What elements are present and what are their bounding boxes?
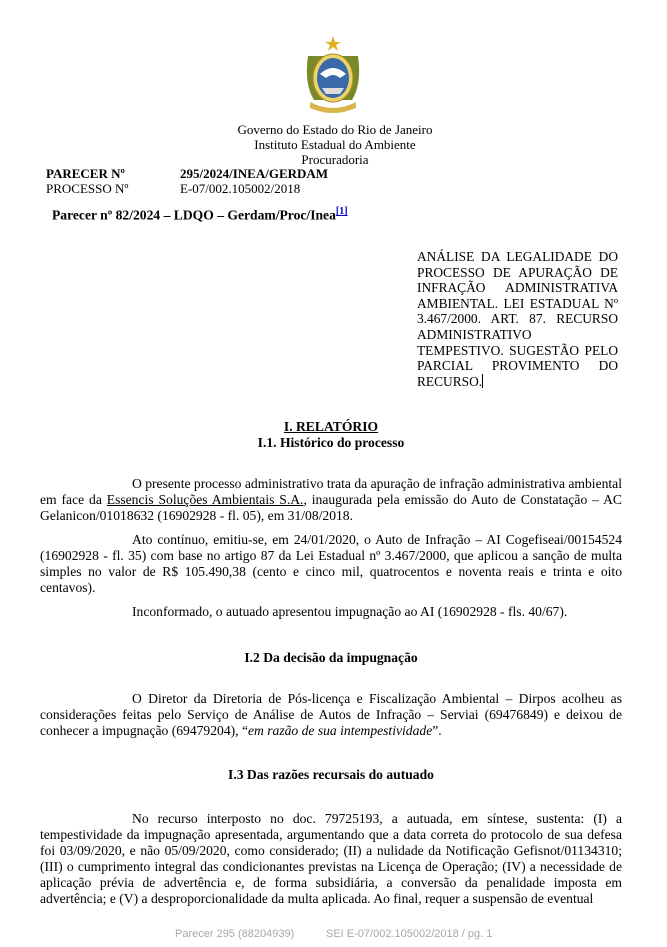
parecer-subtitle (52, 205, 348, 224)
section-title-razoes: I.3 Das razões recursais do autuado (228, 767, 434, 782)
paragraph-1 (40, 476, 622, 524)
parecer-value: 295/2024/INEA/GERDAM (180, 166, 329, 181)
ementa-line: TEMPESTIVO. SUGESTÃO PELO (417, 342, 618, 358)
decisao-text-end: ”. (432, 723, 442, 738)
header-line-government: Governo do Estado do Rio de Janeiro (237, 122, 433, 137)
ementa-line: 3.467/2000. ART. 87. RECURSO (417, 311, 618, 327)
text-cursor (482, 374, 483, 388)
ementa-line: ANÁLISE DA LEGALIDADE DO (417, 249, 618, 264)
paragraph-decisao (40, 691, 622, 739)
ementa-last-line: RECURSO. (417, 373, 483, 389)
footer-process-page: SEI E-07/002.105002/2018 / pg. 1 (326, 928, 493, 940)
decisao-quote: em razão de sua intempestividade (247, 723, 433, 738)
section-title-relatorio: I. RELATÓRIO (283, 419, 379, 434)
p1-text-end: , inaugurada pela emissão do Auto de Constatação – AC Gelanicon/01018632 (16902928 - fl. 05), em 31/08/2018. (40, 492, 622, 523)
paragraph-3: Inconformado, o autuado apresentou impugnação ao AI (16902928 - fls. 40/67). (132, 604, 568, 619)
footer-document-id: Parecer 295 (88204939) (175, 928, 295, 940)
section-title-decisao: I.2 Da decisão da impugnação (244, 650, 418, 665)
footnote-link[interactable]: [1] (335, 206, 348, 217)
header-line-institute: Instituto Estadual do Ambiente (254, 137, 416, 152)
coat-of-arms-logo (300, 34, 366, 118)
ementa-block (417, 249, 618, 389)
ementa-line: AMBIENTAL. LEI ESTADUAL Nº (417, 295, 618, 311)
processo-label: PROCESSO Nº (46, 181, 129, 196)
header-line-department: Procuradoria (301, 152, 369, 167)
paragraph-2: Ato contínuo, emitiu-se, em 24/01/2020, o Auto de Infração – AI Cogefiseai/00154524 (16902928 - fl. 35) com base no artigo 87 da Lei Estadual nº 3.467/2000, que aplicou a sanção de multa simples no valor de R$ 105.490,38 (cento e cinco mil, quatrocentos e noventa reais e trinta e oito centavos). (40, 532, 622, 595)
decisao-text: O Diretor da Diretoria de Pós-licença e Fiscalização Ambiental – Dirpos acolheu as considerações feitas pelo Serviço de Análise de Autos de Infração – Serviai (69476849) e deixou de conhecer a impugnação (69479204), “ (40, 691, 622, 738)
processo-value: E-07/002.105002/2018 (180, 181, 301, 196)
ementa-line: PARCIAL PROVIMENTO DO (417, 358, 618, 374)
paragraph-razoes: No recurso interposto no doc. 79725193, a autuada, em síntese, sustenta: (I) a tempestividade da impugnação apresentada, argumentando que a data correta do protocolo de sua defesa foi 03/09/2020, e não 05/09/2020, como considerado; (II) a nulidade da Notificação Gefisnot/01134310; (III) o cumprimento integral das condicionantes previstas na Licença de Operação; (IV) a necessidade de aplicação prévia de advertência e, de forma subsidiária, a conversão da penalidade imposta em advertência; e (V) a desproporcionalidade da multa aplicada. Ao final, requer a suspensão de eventual (40, 811, 622, 906)
parecer-label: PARECER Nº (46, 166, 125, 181)
ementa-line: INFRAÇÃO ADMINISTRATIVA (417, 280, 618, 296)
ementa-line: PROCESSO DE APURAÇÃO DE (417, 264, 618, 280)
ementa-line (417, 374, 618, 390)
company-name-link[interactable]: Essencis Soluções Ambientais S.A. (106, 492, 304, 507)
ementa-line: ADMINISTRATIVO (417, 326, 532, 342)
p1-text: O presente processo administrativo trata da apuração de infração administrativa ambiental em face da (40, 476, 622, 507)
section-subtitle-historico: I.1. Histórico do processo (257, 435, 405, 450)
parecer-subtitle-text: Parecer nº 82/2024 – LDQO – Gerdam/Proc/Inea (52, 207, 336, 223)
